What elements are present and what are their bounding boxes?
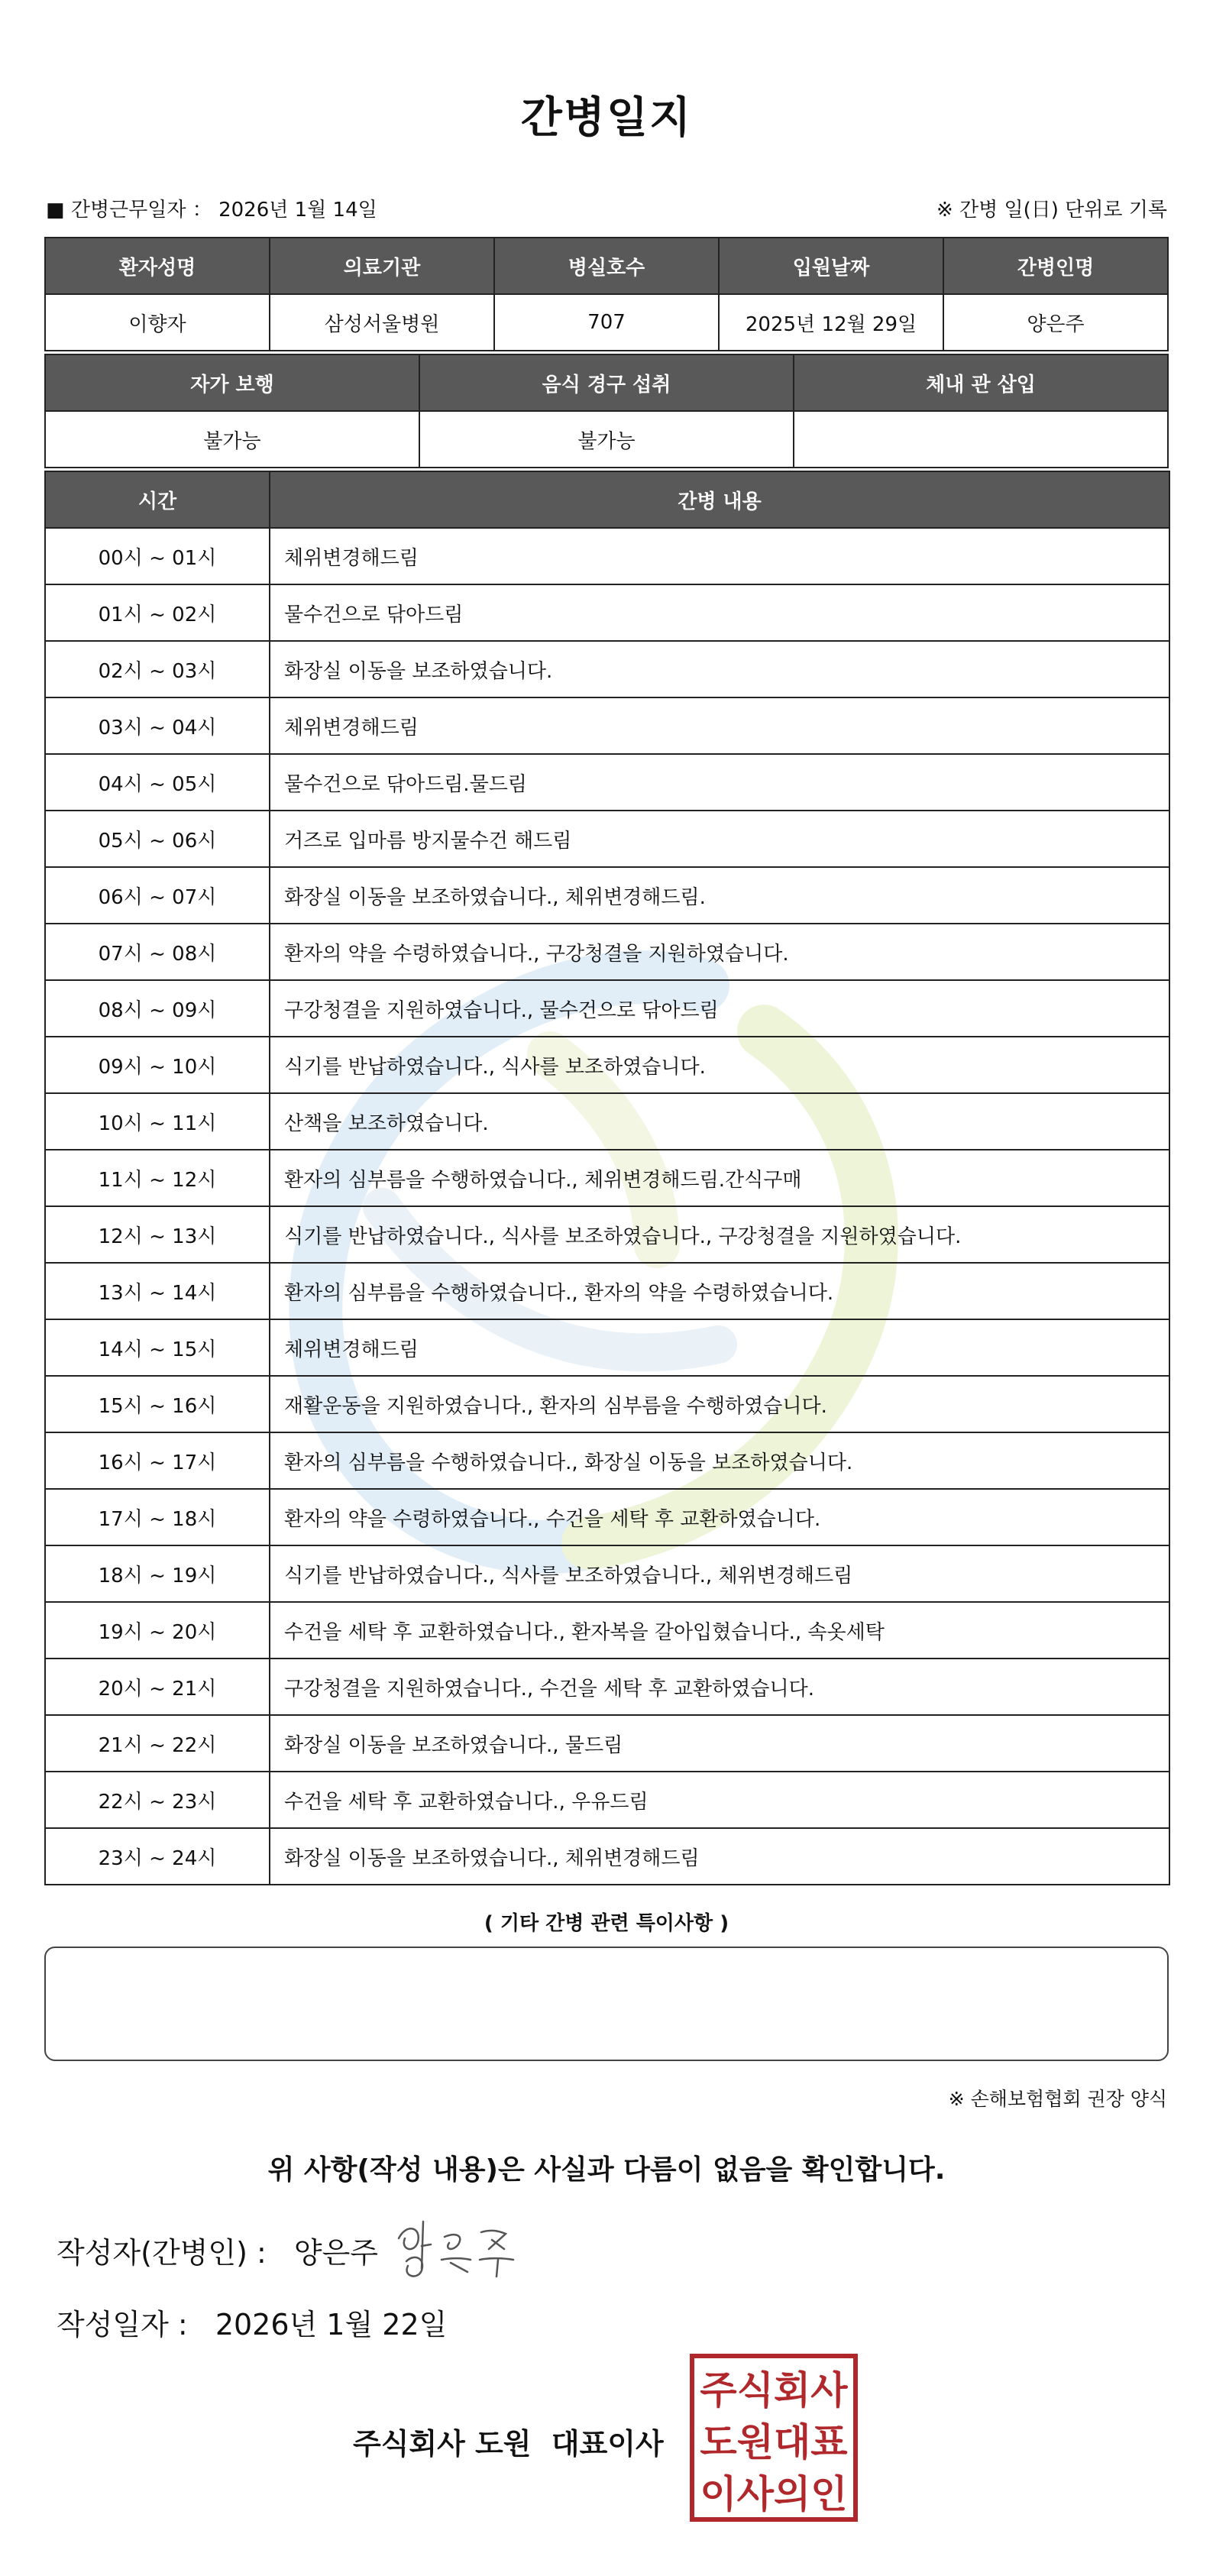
log-time: 12시 ~ 13시 — [45, 1206, 270, 1263]
write-date-line — [57, 2301, 447, 2343]
log-time: 18시 ~ 19시 — [45, 1545, 270, 1602]
table-row — [45, 1545, 1169, 1602]
log-content: 환자의 심부름을 수행하였습니다., 화장실 이동을 보조하였습니다. — [270, 1432, 1169, 1489]
table-row — [45, 1037, 1169, 1093]
log-time: 09시 ~ 10시 — [45, 1037, 270, 1093]
special-notes-title: ( 기타 간병 관련 특이사항 ) — [484, 1912, 729, 1935]
table-row — [45, 1828, 1169, 1885]
log-time: 14시 ~ 15시 — [45, 1319, 270, 1376]
log-time: 00시 ~ 01시 — [45, 528, 270, 584]
write-date-label: 작성일자 : — [57, 2308, 188, 2341]
table-row — [45, 1489, 1169, 1545]
special-notes-box — [44, 1947, 1169, 2061]
log-time: 16시 ~ 17시 — [45, 1432, 270, 1489]
table-row — [45, 1319, 1169, 1376]
writer-line — [57, 2229, 378, 2271]
log-time: 02시 ~ 03시 — [45, 641, 270, 697]
seal-line-1: 주식회사 — [700, 2368, 848, 2413]
table-row — [45, 1263, 1169, 1319]
log-content: 체위변경해드림 — [270, 697, 1169, 754]
log-content: 수건을 세탁 후 교환하였습니다., 환자복을 갈아입혔습니다., 속옷세탁 — [270, 1602, 1169, 1659]
oral-intake-value: 불가능 — [419, 411, 794, 468]
header-oral-intake: 음식 경구 섭취 — [419, 354, 794, 411]
header-tube-insertion: 체내 관 삽입 — [794, 354, 1168, 411]
log-time: 21시 ~ 22시 — [45, 1715, 270, 1772]
header-admission-date: 입원날짜 — [719, 238, 943, 294]
table-row — [45, 294, 1168, 351]
log-time: 19시 ~ 20시 — [45, 1602, 270, 1659]
seal-line-3: 이사의인 — [700, 2472, 848, 2516]
log-time: 01시 ~ 02시 — [45, 584, 270, 641]
table-row — [45, 584, 1169, 641]
table-row — [45, 1206, 1169, 1263]
table-header-row — [45, 354, 1168, 411]
table-header-row — [45, 471, 1169, 528]
log-time: 07시 ~ 08시 — [45, 924, 270, 980]
writer-name: 양은주 — [293, 2236, 378, 2270]
tube-insertion-value — [794, 411, 1168, 468]
log-content: 환자의 심부름을 수행하였습니다., 체위변경해드림.간식구매 — [270, 1150, 1169, 1206]
log-time: 11시 ~ 12시 — [45, 1150, 270, 1206]
header-hospital: 의료기관 — [270, 238, 494, 294]
table-row — [45, 1093, 1169, 1150]
log-content: 구강청결을 지원하였습니다., 물수건으로 닦아드림 — [270, 980, 1169, 1037]
room-number: 707 — [494, 294, 719, 351]
header-care-content: 간병 내용 — [270, 471, 1169, 528]
header-time: 시간 — [45, 471, 270, 528]
log-content: 체위변경해드림 — [270, 528, 1169, 584]
table-row — [45, 1715, 1169, 1772]
write-date-value: 2026년 1월 22일 — [215, 2308, 448, 2341]
log-content: 환자의 약을 수령하였습니다., 구강청결을 지원하였습니다. — [270, 924, 1169, 980]
log-content: 물수건으로 닦아드림.물드림 — [270, 754, 1169, 811]
table-row — [45, 1376, 1169, 1432]
log-time: 15시 ~ 16시 — [45, 1376, 270, 1432]
table-row — [45, 1432, 1169, 1489]
log-time: 05시 ~ 06시 — [45, 811, 270, 867]
log-content: 환자의 약을 수령하였습니다., 수건을 세탁 후 교환하였습니다. — [270, 1489, 1169, 1545]
log-time: 17시 ~ 18시 — [45, 1489, 270, 1545]
log-time: 06시 ~ 07시 — [45, 867, 270, 924]
log-content: 수건을 세탁 후 교환하였습니다., 우유드림 — [270, 1772, 1169, 1828]
log-time: 03시 ~ 04시 — [45, 697, 270, 754]
table-header-row — [45, 238, 1168, 294]
table-row — [45, 697, 1169, 754]
work-date-value: 2026년 1월 14일 — [218, 199, 377, 222]
log-time: 23시 ~ 24시 — [45, 1828, 270, 1885]
table-row — [45, 641, 1169, 697]
care-log-table — [44, 471, 1170, 1885]
company-name: 주식회사 도원 대표이사 — [353, 2427, 664, 2461]
table-row — [45, 811, 1169, 867]
log-content: 화장실 이동을 보조하였습니다., 체위변경해드림. — [270, 867, 1169, 924]
table-row — [45, 980, 1169, 1037]
caregiver-name: 양은주 — [943, 294, 1168, 351]
admission-date: 2025년 12월 29일 — [719, 294, 943, 351]
log-content: 화장실 이동을 보조하였습니다. — [270, 641, 1169, 697]
log-content: 거즈로 입마름 방지물수건 해드림 — [270, 811, 1169, 867]
self-walking-value: 불가능 — [45, 411, 419, 468]
writer-label: 작성자(간병인) : — [57, 2236, 267, 2270]
hospital: 삼성서울병원 — [270, 294, 494, 351]
patient-status-table — [44, 354, 1169, 468]
seal-line-2: 도원대표 — [700, 2420, 848, 2464]
log-time: 08시 ~ 09시 — [45, 980, 270, 1037]
table-row — [45, 1150, 1169, 1206]
log-content: 구강청결을 지원하였습니다., 수건을 세탁 후 교환하였습니다. — [270, 1659, 1169, 1715]
log-content: 체위변경해드림 — [270, 1319, 1169, 1376]
log-time: 10시 ~ 11시 — [45, 1093, 270, 1150]
log-content: 식기를 반납하였습니다., 식사를 보조하였습니다., 체위변경해드림 — [270, 1545, 1169, 1602]
patient-info-table — [44, 237, 1169, 351]
table-row — [45, 867, 1169, 924]
table-row — [45, 754, 1169, 811]
confirmation-statement: 위 사항(작성 내용)은 사실과 다름이 없음을 확인합니다. — [267, 2154, 946, 2186]
patient-name: 이향자 — [45, 294, 270, 351]
company-seal — [689, 2353, 859, 2523]
work-date-label: ■ 간병근무일자 ： — [46, 199, 212, 222]
log-content: 환자의 심부름을 수행하였습니다., 환자의 약을 수령하였습니다. — [270, 1263, 1169, 1319]
log-time: 22시 ~ 23시 — [45, 1772, 270, 1828]
recommendation-note: ※ 손해보험협회 권장 양식 — [948, 2088, 1167, 2110]
log-content: 화장실 이동을 보조하였습니다., 물드림 — [270, 1715, 1169, 1772]
table-row — [45, 924, 1169, 980]
table-row — [45, 1772, 1169, 1828]
log-content: 화장실 이동을 보조하였습니다., 체위변경해드림 — [270, 1828, 1169, 1885]
log-time: 13시 ~ 14시 — [45, 1263, 270, 1319]
care-log-body — [45, 528, 1169, 1885]
log-content: 재활운동을 지원하였습니다., 환자의 심부름을 수행하였습니다. — [270, 1376, 1169, 1432]
page-title: 간병일지 — [520, 93, 693, 143]
log-content: 산책을 보조하였습니다. — [270, 1093, 1169, 1150]
table-row — [45, 528, 1169, 584]
log-time: 04시 ~ 05시 — [45, 754, 270, 811]
header-self-walking: 자가 보행 — [45, 354, 419, 411]
log-content: 물수건으로 닦아드림 — [270, 584, 1169, 641]
table-row — [45, 1602, 1169, 1659]
signature — [391, 2215, 521, 2284]
table-row — [45, 411, 1168, 468]
record-note: ※ 간병 일(日) 단위로 기록 — [936, 199, 1167, 222]
table-row — [45, 1659, 1169, 1715]
header-patient-name: 환자성명 — [45, 238, 270, 294]
log-time: 20시 ~ 21시 — [45, 1659, 270, 1715]
header-room-number: 병실호수 — [494, 238, 719, 294]
log-content: 식기를 반납하였습니다., 식사를 보조하였습니다., 구강청결을 지원하였습니다. — [270, 1206, 1169, 1263]
work-date-line — [46, 194, 377, 222]
log-content: 식기를 반납하였습니다., 식사를 보조하였습니다. — [270, 1037, 1169, 1093]
header-caregiver-name: 간병인명 — [943, 238, 1168, 294]
